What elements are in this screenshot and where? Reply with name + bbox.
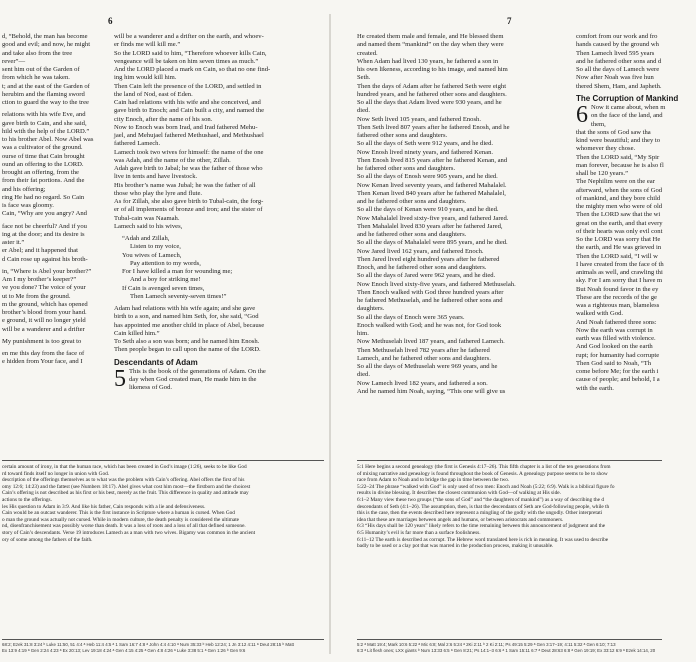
verse-line: So all the days of Mahalalel were 895 years, and he died. bbox=[357, 239, 508, 247]
verse-line: live in tents and have livestock. bbox=[114, 173, 198, 181]
verse-line: and he fathered other sons and d bbox=[576, 57, 662, 65]
verse-line: shall be 120 years.” bbox=[576, 170, 628, 177]
note-line: les His question to Adam in 3:9. And like his father, Cain responds with a lie and defensiveness. bbox=[2, 503, 206, 510]
verse-line: Cain, “Why are you angry? And bbox=[2, 210, 87, 218]
verse-line: from which he was taken. bbox=[2, 74, 70, 82]
poem-line: For I have killed a man for wounding me; bbox=[122, 268, 233, 275]
chapter-drop-cap-6: 6 bbox=[576, 102, 588, 128]
verse-line: Then the LORD saw that the wi bbox=[576, 211, 661, 219]
verse-line: has appointed me another child in place of Abel, because bbox=[114, 321, 265, 329]
verse-line: Now Seth lived 105 years, and fathered Enosh. bbox=[357, 115, 481, 123]
note-line: 6:11–12 The earth is described as corrupt. The Hebrew word translated here is rich in meaning. It was used to describe bbox=[357, 536, 609, 543]
verse-line: died. bbox=[357, 107, 371, 115]
verse-line: Then Mahalalel lived 830 years after he fathered Jared, bbox=[357, 222, 503, 230]
note-line: of mixing narrative and genealogy is found throughout the book of Genesis. A genealogy purpose seems to be to show bbox=[357, 470, 608, 477]
verse-line: Now to Enoch was born Irad, and Irad fathered Mehu- bbox=[114, 123, 258, 131]
verse-line: His brother’s name was Jubal; he was the father of all bbox=[114, 181, 256, 189]
verse-line: And he named him Noah, saying, “This one will give us bbox=[357, 387, 506, 395]
left-page bbox=[0, 0, 331, 662]
verse-line: d, “Behold, the man has become bbox=[2, 33, 88, 40]
right-column-1 bbox=[357, 33, 568, 396]
chapter-drop-cap: 5 bbox=[114, 365, 126, 392]
verse-line: ction to guard the way to the tree bbox=[2, 99, 89, 106]
verse-line: on the face of the land, and bbox=[591, 112, 663, 120]
verse-line: And Noah fathered three sons: bbox=[576, 318, 657, 326]
verse-line: ing at the door; and its desire is bbox=[2, 230, 85, 238]
poem-line: And a boy for striking me! bbox=[130, 276, 201, 284]
verse-line: Then the LORD said, “My Spir bbox=[576, 153, 660, 161]
verse-line: of mankind, and they bore child bbox=[576, 194, 661, 202]
verse-line: the land of Nod, east of Eden. bbox=[114, 90, 193, 98]
verse-line: his own likeness, according to his image, and named him bbox=[357, 66, 508, 73]
verse-line: Adam had relations with his wife again; and she gave bbox=[114, 305, 256, 312]
verse-line: So all the days of Enosh were 905 years, and he died. bbox=[357, 173, 498, 181]
poem-line: If Cain is avenged seven times, bbox=[122, 284, 205, 292]
verse-line: rever”— bbox=[2, 57, 26, 65]
verse-line: and he fathered other sons and daughters. bbox=[357, 231, 467, 238]
section-heading-corruption: The Corruption of Mankind bbox=[576, 93, 679, 103]
verse-line: Then Enosh lived 815 years after he fathered Kenan, and bbox=[357, 156, 508, 164]
note-line: 6:5 Humanity’s evil is far more than a surface foolishness. bbox=[357, 529, 481, 536]
note-line: omy 12:6; 14:23) and the fattest (see Numbers 18:17). Abel gives what cost him most—the firstborn and the choicest bbox=[2, 483, 251, 490]
verse-line: er finds me will kill me.” bbox=[114, 41, 181, 49]
note-line: 6:1–2 Many view these two groups (“the sons of God” and “the daughters of mankind”) as a way of describing the d bbox=[357, 496, 604, 503]
verse-line: Then Methuselah lived 782 years after he fathered bbox=[357, 346, 490, 354]
verse-line: died. bbox=[357, 371, 371, 379]
verse-line: Then God said to Noah, “Th bbox=[576, 359, 652, 367]
verse-line: him. bbox=[357, 330, 369, 337]
chapter-5-text bbox=[114, 365, 322, 393]
verse-line: Now the earth was corrupt in bbox=[576, 326, 653, 334]
chapter-6-start bbox=[576, 104, 696, 393]
verse-line: Am I my brother’s keeper?” bbox=[2, 276, 77, 283]
verse-line: I have created from the face of th bbox=[576, 260, 664, 268]
verse-line: the earth, and He was grieved in bbox=[576, 244, 662, 252]
xref-line: Ex 13:9 4:19 ᵃ Gen 2:24 4:23 ᵃ Ex 20:13; Lev 19:18 4:24 ᵃ Gen 4:15 4:25 ᵃ Gen 4:8 4:26 ᵃ Luke 3:38 5:1 ᵃ Gen 1:26 ᵇ Gen 9:6 bbox=[2, 648, 246, 653]
verse-line: will be a wanderer and a drifter bbox=[2, 325, 85, 333]
cross-references-right bbox=[357, 642, 662, 654]
verse-line: Now Enoch lived sixty-five years, and fathered Methuselah. bbox=[357, 280, 516, 288]
verse-line: good and evil; and now, he might bbox=[2, 41, 91, 49]
verse-line: hands caused by the ground wh bbox=[576, 41, 659, 49]
note-line: nd, disenfranchisement was possibly worse than death. It was a loss of roots and a loss of all that defined someone. bbox=[2, 523, 246, 530]
verse-line: hundred years, and he fathered other sons and daughters. bbox=[357, 90, 507, 98]
note-line: 5:22–24 The phrase “walked with God” is only used of two men: Enoch and Noah (5:22; 6:9). Walk is a biblical figure fo bbox=[357, 483, 615, 490]
verse-line: was Adah, and the name of the other, Zillah. bbox=[114, 156, 231, 164]
verse-line: Now Lamech lived 182 years, and fathered a son. bbox=[357, 379, 488, 387]
poem-line: Pay attention to my words, bbox=[130, 259, 201, 267]
verse-line: Then Seth lived 807 years after he fathered Enosh, and he bbox=[357, 123, 510, 131]
verse-line: Now it came about, when m bbox=[591, 104, 666, 111]
verse-line: is face was gloomy. bbox=[2, 202, 54, 209]
note-line: ory of some among the fathers of the faith. bbox=[2, 536, 93, 543]
verse-line: aster it.” bbox=[2, 239, 25, 246]
verse-line: fathered Lamech. bbox=[114, 140, 161, 148]
xref-divider bbox=[2, 639, 324, 640]
verse-line: thered Shem, Ham, and Japheth. bbox=[576, 82, 662, 90]
verse-line: Then the LORD said, “I will w bbox=[576, 252, 658, 260]
verse-line: was a cultivator of the ground. bbox=[2, 144, 83, 152]
verse-line: When Adam had lived 130 years, he fathered a son in bbox=[357, 57, 499, 65]
verse-line: Enoch, and he fathered other sons and daughters. bbox=[357, 264, 487, 271]
poem-line: “Adah and Zillah, bbox=[122, 235, 170, 242]
xref-line: 6:3 ᵃ Lit flesh ones; LXX giants ᵇ Num 13:33 6:5 ᵃ Gen 8:21; Ps 14:1–3 6:6 ᵃ 1 Sam 15:11 6:7 ᵃ Deut 28:63 6:8 ᵃ Gen 19:19; Ex 33:12 6:9 ᵃ Ezek 14:14, 20 bbox=[357, 648, 656, 653]
verse-line: Cain had relations with his wife and she conceived, and bbox=[114, 99, 261, 106]
verse-line: those who play the lyre and flute. bbox=[114, 189, 203, 197]
verse-line: But Noah found favor in the ey bbox=[576, 285, 659, 293]
verse-line: er Abel; and it happened that bbox=[2, 247, 78, 255]
verse-line: Lamech, and he fathered other sons and daughters. bbox=[357, 354, 491, 362]
page-number-left: 6 bbox=[108, 16, 113, 26]
verse-line: relations with his wife Eve, and bbox=[2, 111, 86, 119]
note-line: descendants of Seth (4:1–26). The assumption, then, is that the descendants of Seth are God-following people, while th bbox=[357, 503, 610, 510]
verse-line: Now Kenan lived seventy years, and fathered Mahalalel. bbox=[357, 181, 507, 189]
verse-line: Now Methuselah lived 187 years, and fathered Lamech. bbox=[357, 338, 505, 346]
verse-line: Then the days of Adam after he fathered Seth were eight bbox=[357, 82, 507, 90]
verse-line: animals as well, and crawling thi bbox=[576, 269, 663, 276]
study-notes bbox=[2, 464, 324, 543]
verse-line: gave birth to Enoch; and Cain built a city, and named the bbox=[114, 107, 265, 115]
verse-line: man forever, because he is also fl bbox=[576, 161, 664, 169]
verse-line: So all the days of Methuselah were 969 years, and he bbox=[357, 363, 498, 370]
verse-line: These are the records of the ge bbox=[576, 293, 657, 301]
verse-line: cause of people; and behold, I a bbox=[576, 376, 660, 384]
left-column-1 bbox=[2, 33, 106, 367]
verse-line: and he fathered other sons and daughters. bbox=[357, 198, 467, 205]
verse-line: So all the days of Enoch were 365 years. bbox=[357, 313, 465, 321]
verse-line: and take also from the tree bbox=[2, 49, 73, 57]
verse-line: m the ground, which has opened bbox=[2, 300, 88, 308]
verse-line: afterward, when the sons of God bbox=[576, 186, 663, 194]
verse-line: So all the days of Seth were 912 years, and he died. bbox=[357, 140, 494, 148]
verse-line: Lamech took two wives for himself: the name of the one bbox=[114, 148, 264, 156]
xref-line: 5:2 ᵃ Matt 19:4; Mark 10:6 5:22 ᵃ Mic 6:8; Mal 2:6 5:24 ᵃ 2Ki 2:11 ᵇ 2 Ki 2:11; Ps 49:15 5:29 ᵃ Gen 3:17–19; 4:11 5:32 ᵃ Gen 6:10; 7:13 bbox=[357, 642, 616, 647]
verse-line: sky. For I am sorry that I have m bbox=[576, 277, 663, 285]
verse-line: My punishment is too great to bbox=[2, 337, 82, 345]
note-line: description of the offerings themselves as to what was the problem with Cain’s offering. Abel offers the first of his bbox=[2, 477, 245, 484]
verse-line: kind were beautiful; and they to bbox=[576, 137, 661, 144]
right-page bbox=[331, 0, 679, 662]
xref-line: 68:2; Ezek 31:8 3:24 ᵇ Luke 11:50, 51 4:4 ᵃ Heb 11:4 4:5 ᵃ 1 Sam 16:7 4:8 ᵃ John 4:4 4:10 ᵃ Num 35:33 ᵇ Heb 12:24; 1 Jn 3:12 4:11 ᵃ Deut 28:15 ᵇ Matt bbox=[2, 642, 294, 647]
verse-line: and his offering; bbox=[2, 185, 46, 193]
verse-line: comfort from our work and fro bbox=[576, 33, 658, 40]
verse-line: So all the days of Lamech were bbox=[576, 66, 660, 73]
verse-line: herubim and the flaming sword bbox=[2, 90, 85, 98]
verse-line: ing him would kill him. bbox=[114, 74, 177, 82]
verse-line: So all the days of Jared were 962 years, and he died. bbox=[357, 272, 496, 280]
verse-line: ourse of time that Cain brought bbox=[2, 152, 85, 160]
verse-line: ring He had no regard. So Cain bbox=[2, 193, 85, 201]
verse-line: was a righteous man, blameless bbox=[576, 302, 660, 309]
verse-line: come before Me; for the earth i bbox=[576, 368, 659, 375]
verse-line: This is the book of the generations of Adam. On the bbox=[129, 367, 266, 375]
verse-line: So the LORD was sorry that He bbox=[576, 236, 661, 243]
verse-line: Now Enosh lived ninety years, and fathered Kenan. bbox=[357, 148, 494, 156]
poem-line: Then Lamech seventy-seven times!” bbox=[130, 292, 227, 300]
verse-line: Enoch walked with God; and he was not, for God took bbox=[357, 321, 502, 329]
genesis-5-ending bbox=[576, 33, 696, 91]
note-line: 6:3 “His days shall be 120 years” likely refers to the time remaining between this announcement of judgment and the bbox=[357, 523, 606, 530]
note-line: race from Adam to Noah and to bridge the gap in time between the two. bbox=[357, 477, 510, 484]
notes-divider bbox=[2, 460, 324, 461]
verse-line: with the earth. bbox=[576, 384, 614, 392]
verse-line: he fathered Methuselah, and he fathered other sons and bbox=[357, 297, 503, 304]
note-line: certain amount of irony, in that the human race, which has been created in God’s image (1:26), seeks to be like God bbox=[2, 464, 247, 470]
verse-line: So the LORD said to him, “Therefore whoever kills Cain, bbox=[114, 49, 267, 57]
verse-line: Then Lamech lived 595 years bbox=[576, 49, 655, 57]
verse-line: will be a wanderer and a drifter on the earth, and whoev- bbox=[114, 33, 264, 40]
verse-line: ound an offering to the LORD. bbox=[2, 160, 84, 168]
note-line: badly to be used or a clay pot that was marred in the production process, making it unusable. bbox=[357, 543, 554, 550]
verse-line: of their hearts was only evil cont bbox=[576, 227, 663, 235]
verse-line: and named them “mankind” on the day when they were bbox=[357, 41, 504, 49]
note-line: Cain’s offering is not described as his first or his best, merely as the fruit. This difference in quality and attitude may bbox=[2, 490, 249, 497]
note-line: story of Cain’s descendants. Verse 19 introduces Lamech as a man with two wives. Bigamy was common in the ancient bbox=[2, 529, 256, 536]
verse-line: them, bbox=[591, 120, 606, 128]
verse-line: city Enoch, after the name of his son. bbox=[114, 115, 213, 123]
verse-line: great on the earth, and that every bbox=[576, 219, 663, 227]
chapter-5-start bbox=[114, 365, 322, 393]
verse-line: He created them male and female, and He blessed them bbox=[357, 33, 504, 40]
verse-line: jael, and Mehujael fathered Methushael, and Methushael bbox=[114, 132, 264, 139]
xref-divider-right bbox=[357, 639, 662, 640]
verse-line: likeness of God. bbox=[129, 384, 173, 392]
poem-line: You wives of Lamech, bbox=[122, 251, 182, 259]
verse-line: sent him out of the Garden of bbox=[2, 66, 80, 73]
verse-line: daughters. bbox=[357, 305, 385, 313]
verse-line: Then Cain left the presence of the LORD, and settled in bbox=[114, 82, 262, 90]
verse-line: fathered other sons and daughters. bbox=[357, 132, 448, 139]
verse-line: er of all implements of bronze and iron; and the sister of bbox=[114, 206, 263, 214]
verse-line: Tubal-cain was Naamah. bbox=[114, 214, 180, 222]
verse-line: d Cain rose up against his broth- bbox=[2, 255, 88, 263]
note-line: results in divine blessing. It describes the closest communion with God—of walking at His side. bbox=[357, 490, 561, 497]
verse-line: en me this day from the face of bbox=[2, 350, 85, 357]
verse-line: whomever they chose. bbox=[576, 145, 636, 153]
verse-line: Cain killed him.” bbox=[114, 329, 160, 337]
right-column-2 bbox=[576, 33, 696, 393]
note-line: o man the ground was actually not cursed. While in modern culture, the death penalty is considered the ultimate bbox=[2, 516, 240, 523]
verse-line: Now after Noah was five hun bbox=[576, 74, 654, 82]
note-line: actions to the offerings. bbox=[2, 496, 52, 503]
verse-line: in, “Where is Abel your brother?” bbox=[2, 267, 92, 275]
verse-line: And God looked on the earth bbox=[576, 343, 653, 351]
section-heading-descendants: Descendants of Adam bbox=[114, 357, 198, 367]
verse-line: created. bbox=[357, 49, 378, 57]
verse-line: So all the days of Kenan were 910 years, and he died. bbox=[357, 206, 499, 214]
verse-line: As for Zillah, she also gave birth to Tubal-cain, the forg- bbox=[114, 198, 264, 205]
verse-line: So all the days that Adam lived were 930 years, and he bbox=[357, 99, 502, 106]
note-line: 5:1 Here begins a second genealogy (the first is Genesis 4:17–26). This fifth chapter is a list of the ten generations from bbox=[357, 464, 611, 470]
verse-line: Lamech said to his wives, bbox=[114, 222, 183, 230]
cross-references bbox=[2, 642, 324, 654]
verse-line: to his brother Abel. Now Abel was bbox=[2, 136, 94, 143]
verse-line: e hidden from Your face, and I bbox=[2, 358, 83, 366]
left-column-2 bbox=[114, 33, 322, 393]
verse-line: Now Mahalalel lived sixty-five years, and fathered Jared. bbox=[357, 214, 509, 222]
note-line: rd toward finds itself no longer in union with God. bbox=[2, 470, 110, 477]
verse-line: vengeance will be taken on him seven times as much.” bbox=[114, 57, 259, 65]
verse-line: hild with the help of the LORD.” bbox=[2, 127, 90, 135]
verse-line: face not be cheerful? And if you bbox=[2, 222, 87, 230]
verse-line: Then people began to call upon the name of the LORD. bbox=[114, 346, 261, 354]
verse-line: he fathered other sons and daughters. bbox=[357, 165, 456, 172]
verse-line: Now Jared lived 162 years, and fathered Enoch. bbox=[357, 247, 484, 255]
verse-line: rupt; for humanity had corrupte bbox=[576, 351, 660, 359]
verse-line: Seth. bbox=[357, 74, 371, 82]
verse-line: walked with God. bbox=[576, 310, 624, 318]
chapter-6-text bbox=[576, 104, 696, 393]
verse-line: from their fat portions. And the bbox=[2, 177, 85, 185]
verse-line: that the sons of God saw tha bbox=[576, 128, 651, 136]
verse-line: brought an offering, from the bbox=[2, 169, 79, 176]
verse-line: gave birth to Cain, and she said, bbox=[2, 119, 87, 127]
verse-line: ve you done? The voice of your bbox=[2, 284, 86, 292]
note-line: Cain would be an outcast wanderer. This is the first instance in Scripture where a human is cursed. When God bbox=[2, 510, 235, 517]
study-notes-right bbox=[357, 464, 662, 550]
verse-line: brother’s blood from your hand. bbox=[2, 309, 87, 316]
verse-line: To Seth also a son was born; and he named him Enosh. bbox=[114, 338, 260, 345]
verse-line: the mighty men who were of old bbox=[576, 203, 663, 210]
verse-line: Adah gave birth to Jabal; he was the father of those who bbox=[114, 165, 263, 172]
notes-divider-right bbox=[357, 460, 662, 461]
genesis-4-text bbox=[114, 33, 322, 231]
verse-line: earth was filled with violence. bbox=[576, 335, 656, 342]
verse-line: ut to Me from the ground. bbox=[2, 292, 71, 300]
verse-line: t; and at the east of the Garden of bbox=[2, 82, 90, 90]
page-number-right: 7 bbox=[507, 16, 512, 26]
verse-line: Then Enoch walked with God three hundred years after bbox=[357, 288, 504, 296]
note-line: this is the case, then the events described here represent a mingling of the godly with the ungodly. Other interpretati bbox=[357, 510, 603, 517]
note-line: idea that these are marriages between angels and humans, or between aristocrats and commoners. bbox=[357, 516, 564, 523]
lamech-poem bbox=[122, 235, 322, 301]
verse-line: And the LORD placed a mark on Cain, so that no one find- bbox=[114, 66, 271, 73]
poem-line: Listen to my voice, bbox=[130, 243, 181, 251]
verse-line: birth to a son, and named him Seth, for, she said, “God bbox=[114, 313, 259, 321]
genesis-4-ending bbox=[114, 305, 322, 355]
verse-line: Then Jared lived eight hundred years after he fathered bbox=[357, 255, 500, 263]
verse-line: e ground, it will no longer yield bbox=[2, 317, 86, 325]
verse-line: day when God created man, He made him in the bbox=[129, 376, 257, 383]
verse-line: Then Kenan lived 840 years after he fathered Mahalalel, bbox=[357, 189, 506, 197]
verse-line: The Nephilim were on the ear bbox=[576, 178, 655, 186]
